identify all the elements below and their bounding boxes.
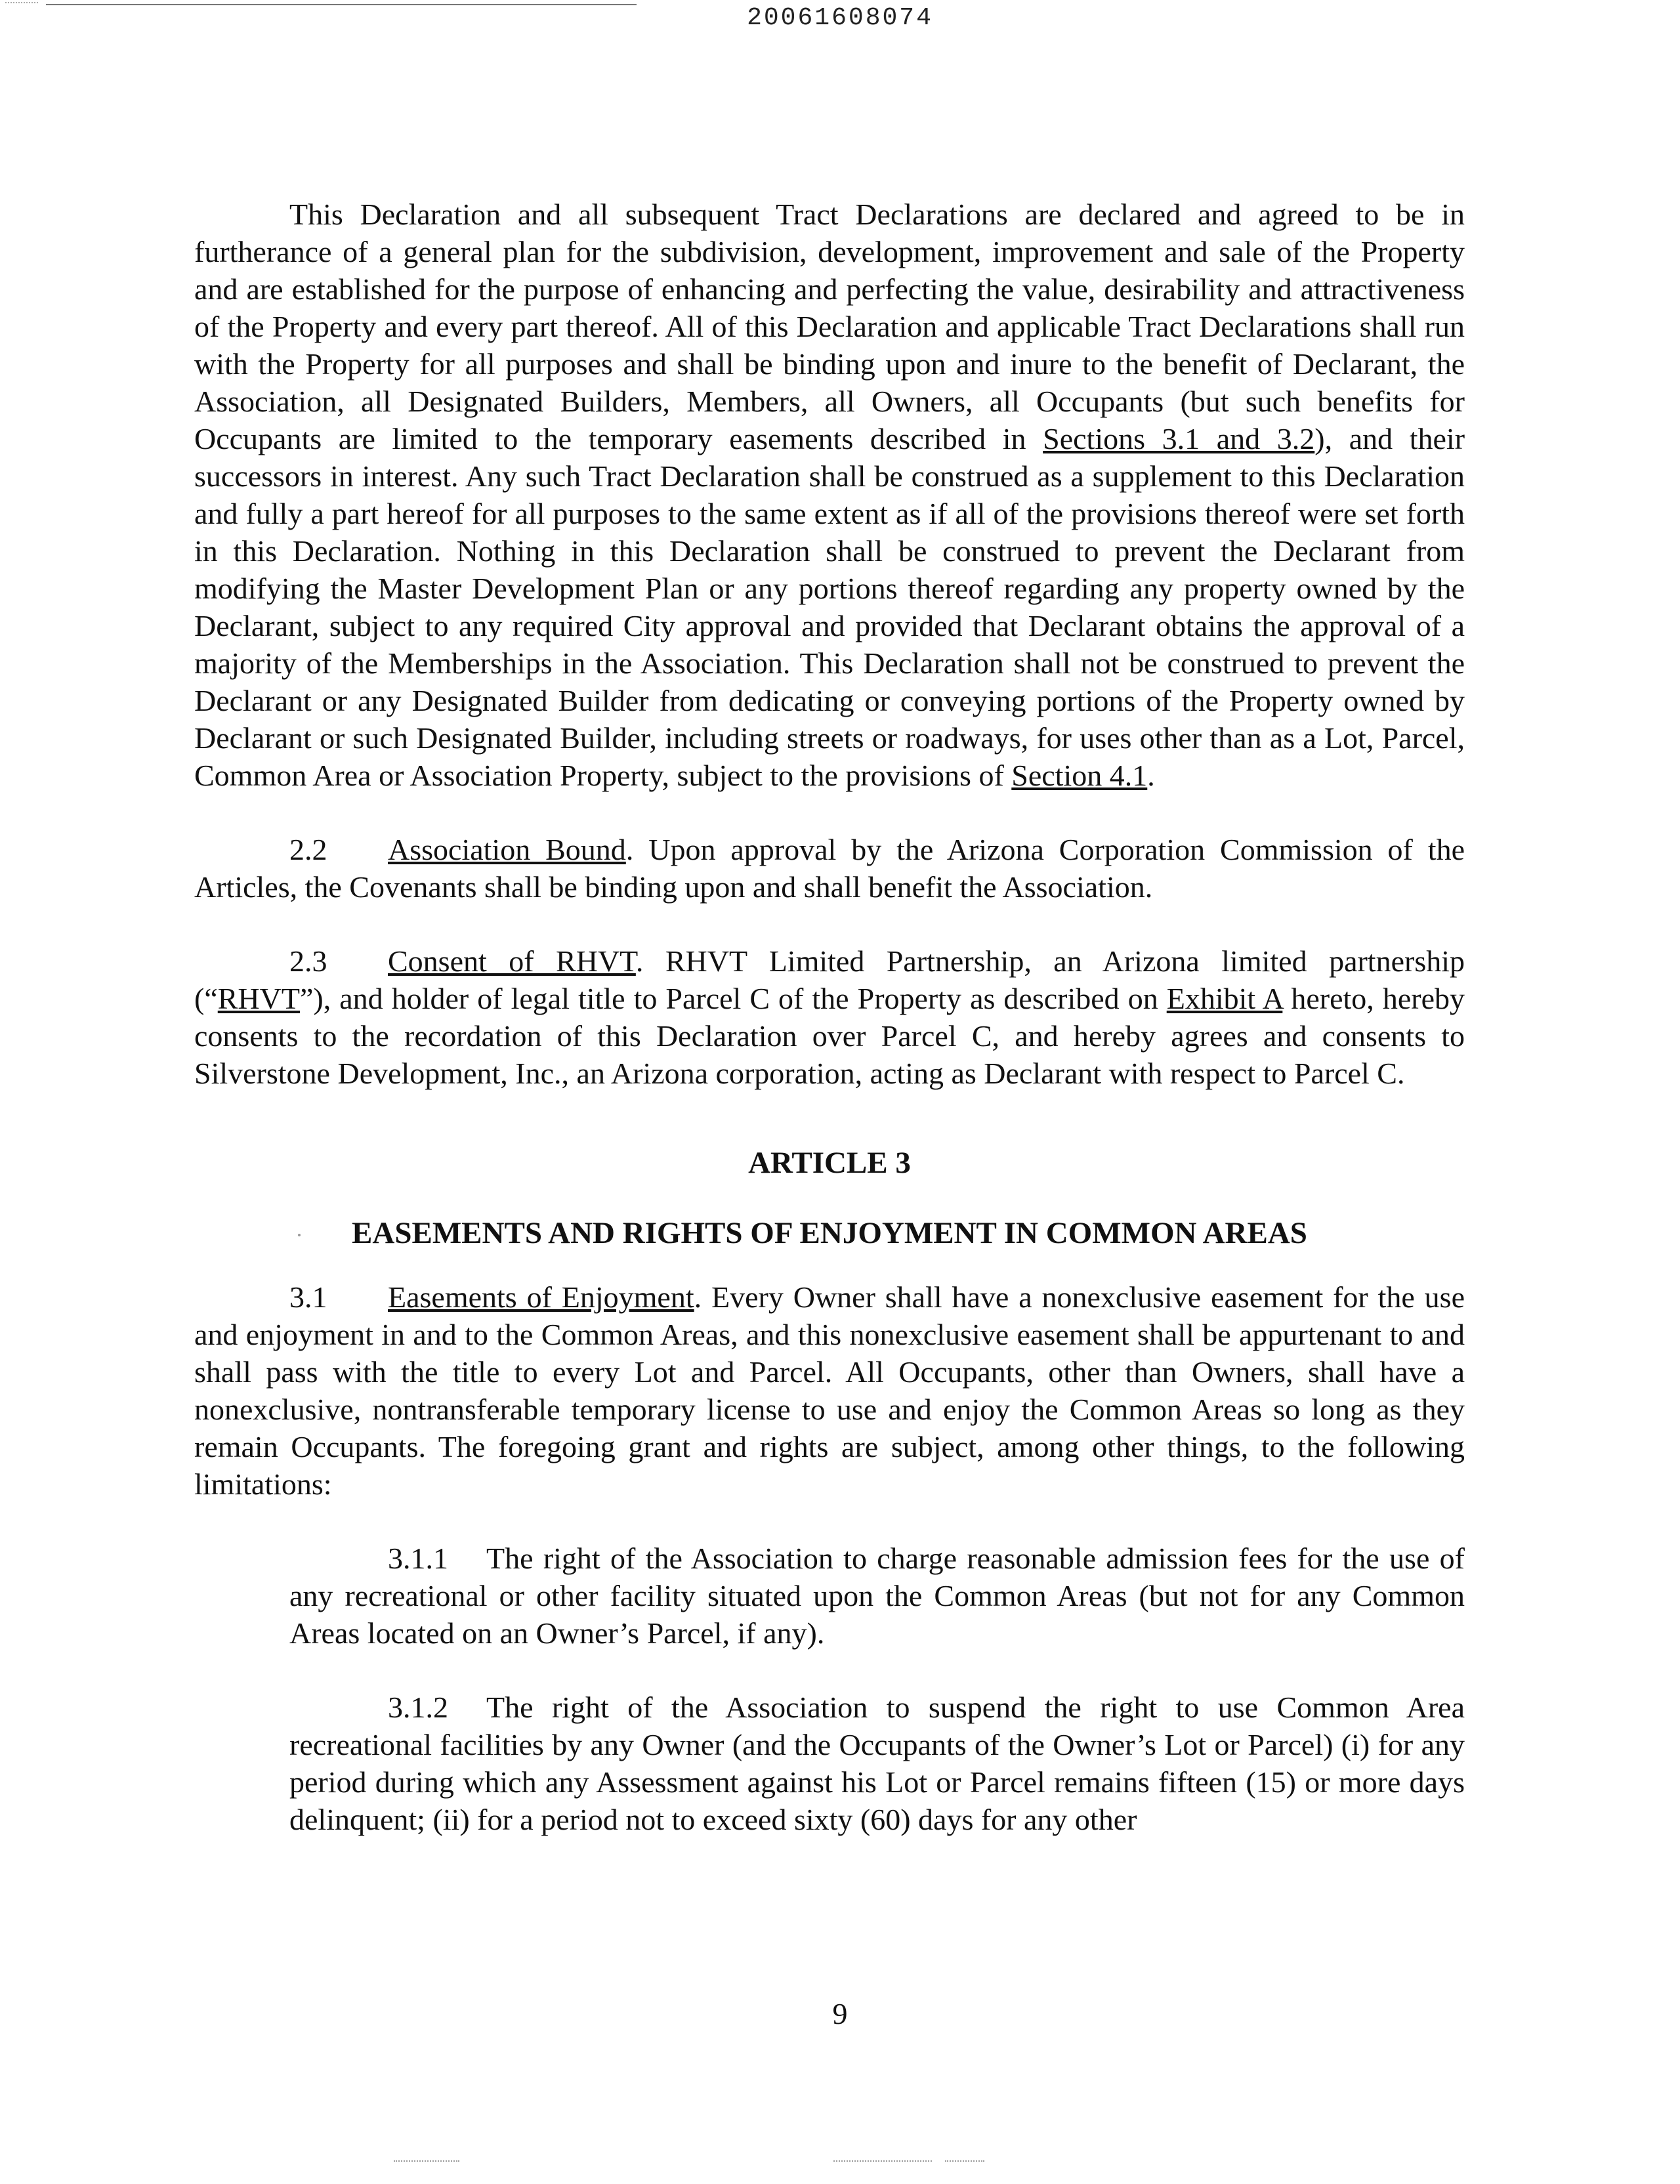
cross-reference-exhibit-a: Exhibit A bbox=[1166, 982, 1283, 1015]
text-run: ), and their successors in interest. Any such Tract Declaration shall be construed as a supplement to this Declaration and fully a part hereof for all purposes to the same extent as if all of the provisions thereof were set forth in this Declaration. Nothing in this Declaration shall be construed to prevent the Declarant from modifying the Master Development Plan or any portions thereof regarding any property owned by the Declarant, subject to any required City approval and provided that Declarant obtains the approval of a majority of the Memberships in the Association. This Declaration shall not be construed to prevent the Declarant or any Designated Builder from dedicating or conveying portions of the Property owned by Declarant or such Designated Builder, including streets or roadways, for uses other than as a Lot, Parcel, Common Area or Association Property, subject to the provisions of bbox=[194, 422, 1465, 792]
cross-reference-sections-3-1-3-2: Sections 3.1 and 3.2 bbox=[1043, 422, 1315, 455]
scan-artifact-footer-dots bbox=[394, 2160, 459, 2162]
text-run: hereto, hereby consents to the recordation of this Declaration over Parcel C, and hereby agrees and consents to Silverstone Development, Inc., an Arizona corporation, acting as Declarant with respect to Parcel C. bbox=[194, 982, 1465, 1090]
section-3-1-1 bbox=[289, 1540, 1465, 1652]
scan-speck bbox=[298, 1234, 301, 1236]
text-run: . RHVT Limited Partnership, an Arizona limited partnership (“ bbox=[194, 944, 1465, 1015]
text-run: This Declaration and all subsequent Tract Declarations are declared and agreed to be in furtherance of a general plan for the subdivision, development, improvement and sale of the Property and are established for the purpose of enhancing and perfecting the value, desirability and attractiveness of the Property and every part thereof. All of this Declaration and applicable Tract Declarations shall run with the Property for all purposes and shall be binding upon and inure to the benefit of Declarant, the Association, all Designated Builders, Members, all Owners, all Occupants (but such benefits for Occupants are limited to the temporary easements described in bbox=[194, 198, 1465, 455]
section-text: The right of the Association to charge reasonable admission fees for the use of any recreational or other facility situated upon the Common Areas (but not for any Common Areas located on an Owner’s Parcel, if any). bbox=[289, 1542, 1465, 1650]
section-text: The right of the Association to suspend the right to use Common Area recreational facilities by any Owner (and the Occupants of the Owner’s Lot or Parcel) (i) for any period during which any Assessment against his Lot or Parcel remains fifteen (15) or more days delinquent; (ii) for a period not to exceed sixty (60) days for any other bbox=[289, 1690, 1465, 1836]
scan-artifact-footer-dots bbox=[833, 2160, 932, 2162]
page-number: 9 bbox=[832, 1997, 848, 2030]
defined-term-rhvt: RHVT bbox=[217, 982, 300, 1015]
cross-reference-section-4-1: Section 4.1 bbox=[1011, 759, 1148, 792]
section-2-2 bbox=[194, 831, 1465, 906]
scan-artifact-dash bbox=[5, 2, 38, 3]
section-text: . Upon approval by the Arizona Corporation Commission of the Articles, the Covenants shall be binding upon and shall benefit the Association. bbox=[194, 833, 1465, 904]
section-number: 2.2 bbox=[289, 833, 327, 866]
article-title: EASEMENTS AND RIGHTS OF ENJOYMENT IN COMMON AREAS bbox=[352, 1216, 1307, 1250]
section-title: Easements of Enjoyment bbox=[388, 1280, 694, 1314]
section-title: Consent of RHVT bbox=[388, 944, 636, 978]
section-number: 2.3 bbox=[289, 944, 327, 978]
section-number: 3.1.1 bbox=[388, 1542, 448, 1575]
recording-number: 20061608074 bbox=[747, 4, 933, 32]
section-title: Association Bound bbox=[388, 833, 626, 866]
section-2-3 bbox=[194, 942, 1465, 1092]
paragraph-section-2-1-continuation bbox=[194, 196, 1465, 794]
text-run: . bbox=[1147, 759, 1155, 792]
section-number: 3.1 bbox=[289, 1280, 327, 1314]
section-number: 3.1.2 bbox=[388, 1690, 448, 1724]
article-label: ARTICLE 3 bbox=[748, 1146, 911, 1180]
section-3-1 bbox=[194, 1278, 1465, 1503]
section-3-1-2 bbox=[289, 1689, 1465, 1838]
section-text: . Every Owner shall have a nonexclusive easement for the use and enjoyment in and to the Common Areas, and this nonexclusive easement shall be appurtenant to and shall pass with the title to every Lot and Parcel. All Occupants, other than Owners, shall have a nonexclusive, nontransferable temporary license to use and enjoy the Common Areas so long as they remain Occupants. The foregoing grant and rights are subject, among other things, to the following limitations: bbox=[194, 1280, 1465, 1501]
scan-artifact-footer-dots bbox=[945, 2160, 984, 2162]
text-run: ”), and holder of legal title to Parcel C of the Property as described on bbox=[299, 982, 1167, 1015]
document-body bbox=[194, 196, 1465, 1838]
